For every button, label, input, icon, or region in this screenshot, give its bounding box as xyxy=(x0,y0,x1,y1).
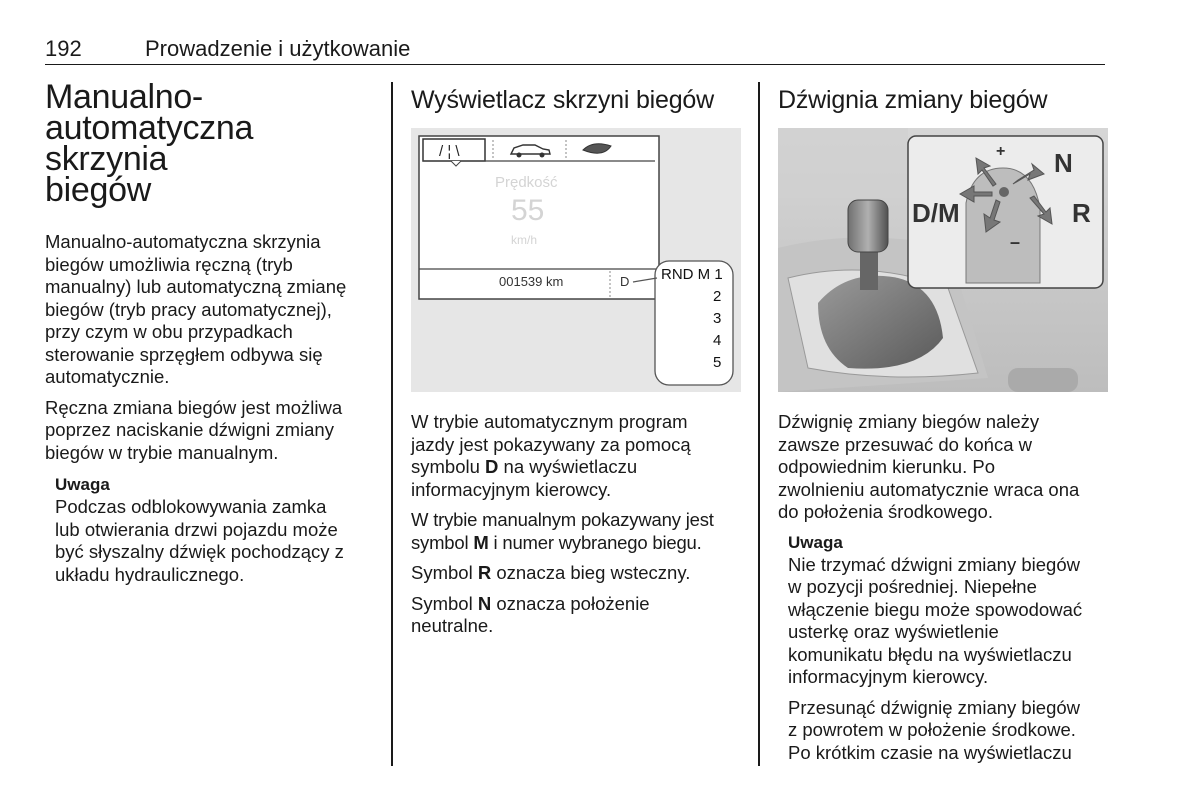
gear-number: 3 xyxy=(713,310,722,327)
column-1 xyxy=(45,78,375,586)
lever-paragraph: Dźwignię zmiany biegów należy zawsze przesuwać do końca w odpowiednim kierunku. Po zwolnieniu automatycznie wraca ona do położenia środkowego. xyxy=(778,411,1080,522)
reverse-paragraph: Symbol R oznacza bieg wsteczny. xyxy=(411,562,691,583)
column-divider xyxy=(391,82,393,766)
note-title: Uwaga xyxy=(55,475,110,494)
cluster-drawing xyxy=(411,128,741,392)
note-text: Podczas odblokowywania zamka lub otwierania drzwi pojazdu może być słyszalny dźwięk pochodzący z układu hydraulicznego. xyxy=(55,496,344,585)
intro-paragraph: Manualno-automatyczna skrzynia biegów umożliwia ręczną (tryb manualny) lub automatyczną zmianę biegów (tryb pracy automatycznej), przy czym w obu przypadkach sterowanie sprzęgłem odbywa się automatycznie. xyxy=(45,231,347,387)
gear-number: 5 xyxy=(713,354,722,371)
section-heading xyxy=(45,78,375,209)
section-heading: Wyświetlacz skrzyni biegów xyxy=(411,86,714,114)
manual-mode-paragraph: W trybie manualnym pokazywany jest symbol M i numer wybranego biegu. xyxy=(411,509,714,553)
gear-number: 4 xyxy=(713,332,722,349)
dm-label: D/M xyxy=(912,198,960,228)
speed-value: 55 xyxy=(511,194,545,227)
column-3 xyxy=(778,82,1108,764)
heading-line: biegów xyxy=(45,171,151,209)
plus-label: + xyxy=(996,143,1006,160)
note-box xyxy=(778,532,1108,765)
gear-lever-photo xyxy=(778,128,1108,392)
minus-label: – xyxy=(1010,232,1021,252)
note-text: Nie trzymać dźwigni zmiany biegów w pozycji pośredniej. Niepełne włączenie biegu może spowodować usterkę oraz wyświetlenie komunikatu błędu na wyświetlaczu informacyjnym kierowcy. xyxy=(788,553,1083,687)
odometer: 001539 km xyxy=(499,274,564,289)
gear-display-illustration xyxy=(411,128,741,392)
note-title: Uwaga xyxy=(788,532,843,552)
heading-line: Manualno- xyxy=(45,78,203,116)
page-header xyxy=(45,36,1105,65)
manual-shift-paragraph: Ręczna zmiana biegów jest możliwa poprzez naciskanie dźwigni zmiany biegów w trybie manualnym. xyxy=(45,396,343,463)
auto-mode-paragraph: W trybie automatycznym program jazdy jest pokazywany za pomocą symbolu D na wyświetlaczu informacyjnym kierowcy. xyxy=(411,411,691,500)
column-divider xyxy=(758,82,760,766)
r-label: R xyxy=(1072,198,1091,228)
gear-number: 2 xyxy=(713,288,722,305)
svg-text:/ ¦ \: / ¦ \ xyxy=(439,143,460,160)
heading-line: automatyczna skrzynia xyxy=(45,109,254,178)
gear-indicator: D xyxy=(620,274,630,289)
speed-unit: km/h xyxy=(511,233,538,247)
callout-header: RND M 1 xyxy=(661,266,723,283)
section-heading: Dźwignia zmiany biegów xyxy=(778,86,1048,114)
n-label: N xyxy=(1054,148,1073,178)
note-text: Przesunąć dźwignię zmiany biegów z powrotem w położenie środkowe. Po krótkim czasie na wyświetlaczu xyxy=(788,696,1081,763)
running-title: Prowadzenie i użytkowanie xyxy=(145,36,411,61)
note-box xyxy=(45,474,375,586)
page-number: 192 xyxy=(45,36,82,61)
column-2 xyxy=(411,82,741,638)
neutral-paragraph: Symbol N oznacza położenie neutralne. xyxy=(411,592,650,636)
speed-label: Prędkość xyxy=(495,174,558,191)
